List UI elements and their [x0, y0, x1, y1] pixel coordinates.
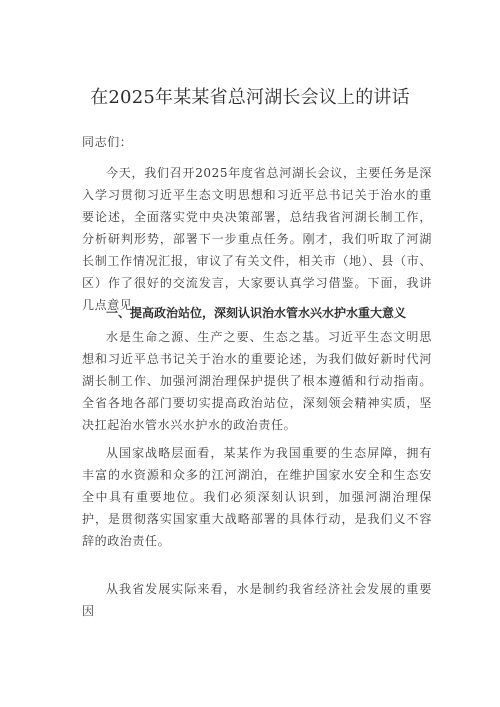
section-heading-1: 一、提高政治站位，深刻认识治水管水兴水护水重大意义: [106, 306, 407, 320]
paragraph-water-source: 水是生命之源、生产之要、生态之基。习近平生态文明思想和习近平总书记关于治水的重要论述，为我们做好新时代河湖长制工作、加强河湖治理保护提供了根本遵循和行动指南。全省各地各部门要切实提高政治站位，深刻领会精神实质，坚决扛起治水管水兴水护水的政治责任。: [82, 330, 432, 432]
paragraph-provincial-development: 从我省发展实际来看，水是制约我省经济社会发展的重要因: [82, 582, 432, 618]
paragraph-opening: 今天，我们召开2025年度省总河湖长会议，主要任务是深入学习贯彻习近平生态文明思想和习近平总书记关于治水的重要论述，全面落实党中央决策部署，总结我省河湖长制工作，分析研判形势，部署下一步重点任务。刚才，我们听取了河湖长制工作情况汇报，审议了有关文件，相关市（地）、县（市、区）作了很好的交流发言，大家要认真学习借鉴。下面，我讲几点意见。: [82, 166, 432, 312]
document-title: 在2025年某某省总河湖长会议上的讲话: [90, 87, 410, 108]
salutation: 同志们：: [82, 135, 133, 149]
paragraph-national-strategy: 从国家战略层面看，某某作为我国重要的生态屏障，拥有丰富的水资源和众多的江河湖泊，在维护国家水安全和生态安全中具有重要地位。我们必须深刻认识到，加强河湖治理保护，是贯彻落实国家重大战略部署的具体行动，是我们义不容辞的政治责任。: [82, 446, 432, 548]
